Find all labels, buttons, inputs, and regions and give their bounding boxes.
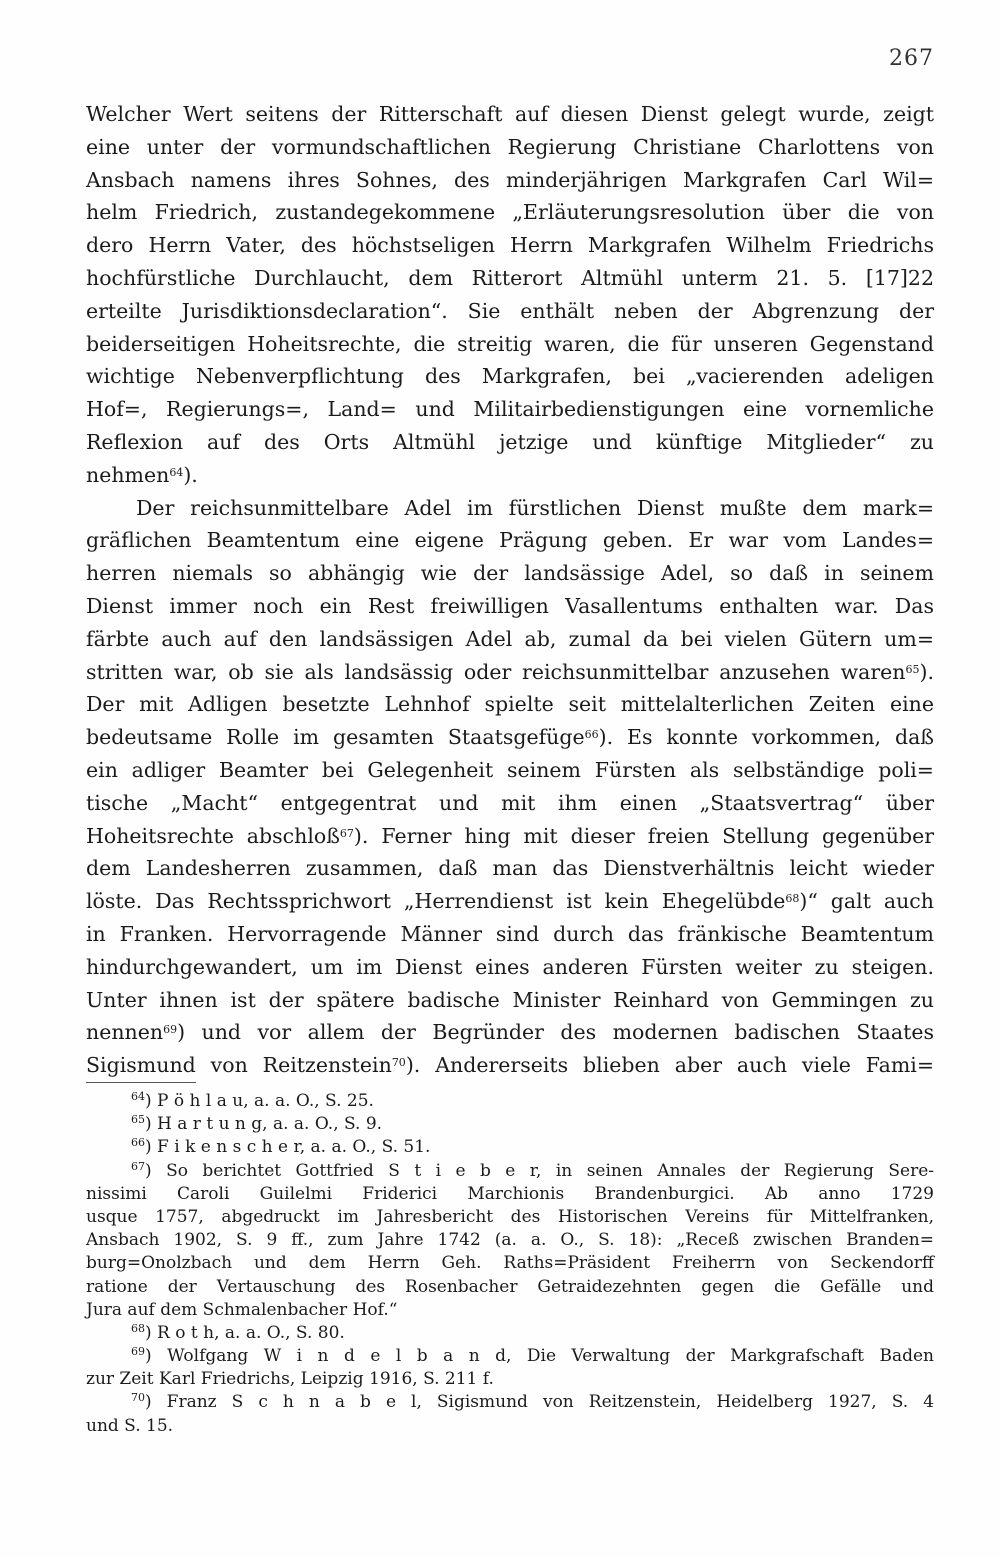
text-line (86, 721, 934, 754)
text-line: helm Friedrich, zustandegekommene „Erläuterungsresolution über die von (86, 200, 934, 225)
text-line: in Franken. Hervorragende Männer sind durch das fränkische Beamtentum (86, 921, 934, 946)
footnote-number: 67 (131, 1159, 145, 1173)
footnote-68 (86, 1322, 934, 1345)
text-line: Reflexion auf des Orts Altmühl jetzige und künftige Mitglieder“ zu (86, 429, 934, 454)
footnote-line: nissimi Caroli Guilelmi Friderici Marchionis Brandenburgici. Ab anno 1729 (86, 1183, 934, 1204)
text-line: tische „Macht“ entgegentrat und mit ihm einen „Staatsvertrag“ über (86, 790, 934, 815)
text-line: hindurchgewandert, um im Dienst eines anderen Fürsten weiter zu steigen. (86, 954, 934, 979)
text-line: Der reichsunmittelbare Adel im fürstlichen Dienst mußte dem mark= (136, 495, 934, 520)
line-text: bedeutsame Rolle im gesamten Staatsgefüge (86, 725, 585, 750)
footnote-divider (86, 1082, 196, 1083)
text-line: hochfürstliche Durchlaucht, dem Ritterort Altmühl unterm 21. 5. [17]22 (86, 265, 934, 290)
footnote-line: burg=Onolzbach und dem Herrn Geh. Raths=Präsident Freiherrn von Seckendorff (86, 1253, 934, 1274)
line-text: nennen (86, 1020, 164, 1045)
text-line: beiderseitigen Hoheitsrechte, die streitig waren, die für unseren Gegenstand (86, 331, 934, 356)
footnote-number: 68 (131, 1321, 145, 1335)
line-text: ) und vor allem der Begründer des modernen badischen Staates (177, 1020, 934, 1045)
line-text: ). (919, 659, 934, 684)
text-line: Hof=, Regierungs=, Land= und Militairbedienstigungen eine vornemliche (86, 397, 934, 422)
text-line: ein adliger Beamter bei Gelegenheit seinem Fürsten als selbständige poli= (86, 757, 934, 782)
text-line: wichtige Nebenverpflichtung des Markgrafen, bei „vacierenden adeligen (86, 364, 934, 389)
text-line (86, 1049, 934, 1082)
paragraph-2 (86, 492, 934, 1082)
line-text: Sigismund von Reitzenstein (86, 1053, 392, 1078)
text-line (86, 656, 934, 689)
footnote-64 (86, 1090, 934, 1113)
paragraph-1 (86, 98, 934, 492)
footnote-line: Jura auf dem Schmalenbacher Hof.“ (86, 1299, 398, 1320)
footnote-text: ) R o t h, a. a. O., S. 80. (145, 1322, 345, 1343)
footnote-ref-69[interactable]: 69 (163, 1023, 178, 1037)
text-line (86, 820, 934, 853)
footnote-text: ) So berichtet Gottfried S t i e b e r, in seinen Annales der Regierung Sere- (145, 1160, 934, 1181)
text-line: Dienst immer noch ein Rest freiwilligen Vasallentums enthalten war. Das (86, 593, 934, 618)
footnote-70 (86, 1391, 934, 1414)
line-text: ). Andererseits blieben aber auch viele Fami= (405, 1053, 934, 1078)
footnote-69 (86, 1345, 934, 1368)
line-text: ). Es konnte vorkommen, daß (598, 725, 934, 750)
footnote-66 (86, 1136, 934, 1159)
footnote-ref-68[interactable]: 68 (785, 892, 800, 906)
text-line: dem Landesherren zusammen, daß man das Dienstverhältnis leicht wieder (86, 856, 934, 881)
footnote-text: ) Franz S c h n a b e l, Sigismund von Reitzenstein, Heidelberg 1927, S. 4 (145, 1392, 934, 1413)
footnote-text: ) F i k e n s c h e r, a. a. O., S. 51. (145, 1137, 431, 1158)
footnotes (86, 1090, 934, 1438)
text-line: gräflichen Beamtentum eine eigene Prägung geben. Er war vom Landes= (86, 528, 934, 553)
text-line: Welcher Wert seitens der Ritterschaft auf diesen Dienst gelegt wurde, zeigt (86, 102, 934, 126)
line-text: Hoheitsrechte abschloß (86, 823, 340, 848)
footnote-67 (86, 1160, 934, 1183)
footnote-ref-65[interactable]: 65 (905, 662, 920, 676)
text-line (86, 1016, 934, 1049)
page-number: 267 (889, 46, 934, 71)
footnote-ref-67[interactable]: 67 (339, 826, 354, 840)
text-line (86, 459, 934, 492)
footnote-line: und S. 15. (86, 1415, 174, 1436)
footnote-ref-66[interactable]: 66 (584, 728, 599, 742)
line-text: stritten war, ob sie als landsässig oder reichsunmittelbar anzusehen waren (86, 659, 906, 684)
text-line: Ansbach namens ihres Sohnes, des minderjährigen Markgrafen Carl Wil= (86, 167, 934, 192)
line-text: nehmen (86, 462, 170, 487)
footnote-text: ) H a r t u n g, a. a. O., S. 9. (145, 1114, 383, 1135)
line-text: ). Ferner hing mit dieser freien Stellung gegenüber (353, 823, 935, 848)
body-text (86, 98, 934, 1082)
footnote-number: 64 (131, 1090, 145, 1103)
text-line: färbte auch auf den landsässigen Adel ab, zumal da bei vielen Gütern um= (86, 626, 934, 651)
text-line: Unter ihnen ist der spätere badische Minister Reinhard von Gemmingen zu (86, 987, 934, 1012)
text-line: dero Herrn Vater, des höchstseligen Herrn Markgrafen Wilhelm Friedrichs (86, 233, 934, 258)
footnote-number: 69 (131, 1345, 145, 1359)
line-text: )“ galt auch (799, 889, 934, 914)
footnote-line: Ansbach 1902, S. 9 ff., zum Jahre 1742 (a. a. O., S. 18): „Receß zwischen Branden= (86, 1230, 934, 1251)
footnote-65 (86, 1113, 934, 1136)
footnote-line: ratione der Vertauschung des Rosenbacher Getraidezehnten gegen die Gefälle und (86, 1276, 934, 1297)
text-line: herren niemals so abhängig wie der landsässige Adel, so daß in seinem (86, 561, 934, 586)
text-line: Der mit Adligen besetzte Lehnhof spielte seit mittelalterlichen Zeiten eine (86, 692, 934, 717)
footnote-number: 65 (131, 1113, 145, 1127)
footnote-line: zur Zeit Karl Friedrichs, Leipzig 1916, S. 211 f. (86, 1369, 494, 1390)
text-line: erteilte Jurisdiktionsdeclaration“. Sie enthält neben der Abgrenzung der (86, 298, 934, 323)
text-line (86, 885, 934, 918)
footnote-text: ) Wolfgang W i n d e l b a n d, Die Verwaltung der Markgrafschaft Baden (145, 1346, 934, 1367)
text-line: eine unter der vormundschaftlichen Regierung Christiane Charlottens von (86, 134, 934, 159)
line-text: löste. Das Rechtssprichwort „Herrendienst ist kein Ehegelübde (86, 889, 786, 914)
footnote-ref-70[interactable]: 70 (391, 1056, 406, 1070)
footnote-number: 66 (131, 1136, 145, 1150)
footnote-text: ) P ö h l a u, a. a. O., S. 25. (145, 1091, 374, 1111)
footnote-number: 70 (131, 1391, 145, 1405)
line-text: ). (183, 462, 198, 487)
footnote-ref-64[interactable]: 64 (169, 465, 184, 479)
footnote-line: usque 1757, abgedruckt im Jahresbericht des Historischen Vereins für Mittelfranken, (86, 1206, 934, 1227)
